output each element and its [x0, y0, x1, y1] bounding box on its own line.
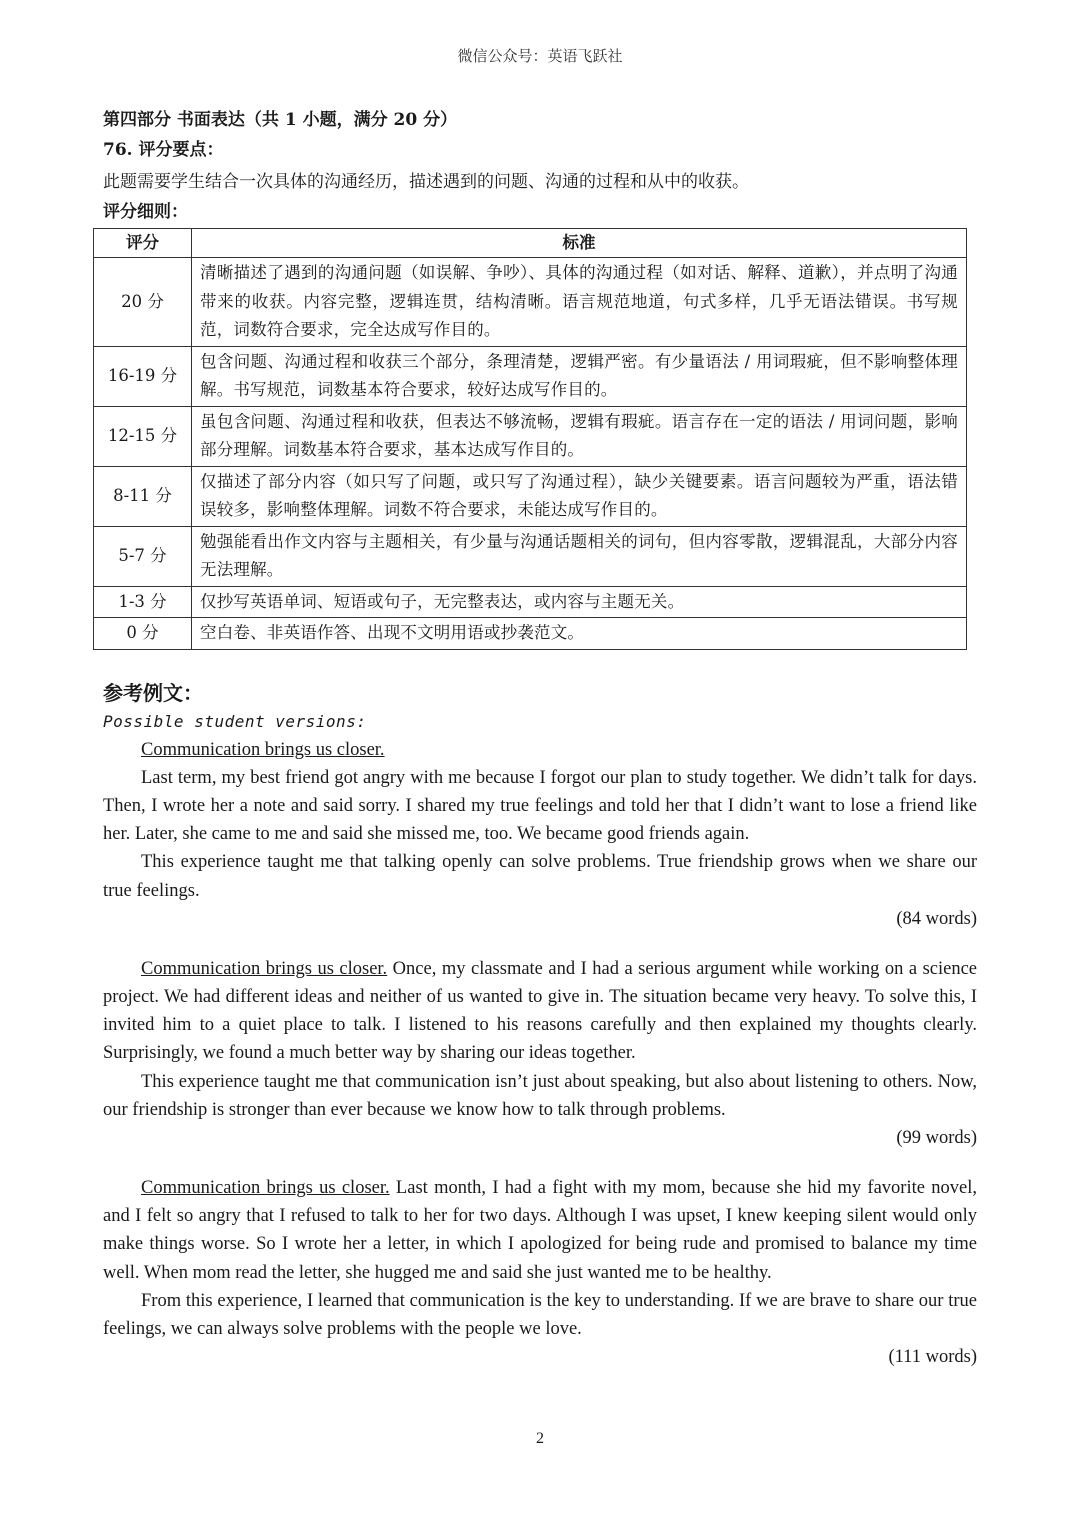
detail-label: 评分细则：: [103, 202, 188, 222]
essay-paragraph: Last term, my best friend got angry with me because I forgot our plan to study together. We didn’t talk for days. Then, I wrote her a note and said sorry. I shared my true feelings and told her that I didn’t want to lose a friend like her. Later, she came to me and said she missed me, too. We became good friends again.: [103, 767, 977, 845]
table-row: [94, 526, 967, 586]
word-count: (99 words): [896, 1127, 977, 1148]
rubric-score: 1-3 分: [94, 586, 192, 618]
rubric-criteria: 仅抄写英语单词、短语或句子，无完整表达，或内容与主题无关。: [192, 586, 967, 618]
sample-essay-2: [103, 955, 977, 1124]
samples-heading: 参考例文：: [103, 680, 203, 705]
page-header: 微信公众号：英语飞跃社: [457, 47, 623, 65]
table-row: [94, 618, 967, 650]
rubric-header-row: [94, 229, 967, 258]
page-number: 2: [536, 1430, 544, 1447]
rubric-score: 0 分: [94, 618, 192, 650]
rubric-score: 8-11 分: [94, 466, 192, 526]
essay-paragraph: Once, my classmate and I had a serious argument while working on a science project. We had different ideas and neither of us wanted to give in. The situation became very heavy. To solve this, I invited him to a quiet place to talk. I listened to his reasons carefully and then explained my thoughts clearly. Surprisingly, we found a much better way by sharing our ideas together.: [103, 958, 977, 1064]
rubric-criteria: 虽包含问题、沟通过程和收获，但表达不够流畅，逻辑有瑕疵。语言存在一定的语法 / 用词问题，影响部分理解。词数基本符合要求，基本达成写作目的。: [192, 406, 967, 466]
page-content: [103, 106, 977, 1371]
rubric-score: 16-19 分: [94, 346, 192, 406]
rubric-criteria: 仅描述了部分内容（如只写了问题，或只写了沟通过程），缺少关键要素。语言问题较为严重，语法错误较多，影响整体理解。词数不符合要求，未能达成写作目的。: [192, 466, 967, 526]
essay-paragraph: This experience taught me that communication isn’t just about speaking, but also about listening to others. Now, our friendship is stronger than ever because we know how to talk through problems.: [103, 1071, 977, 1120]
rubric-criteria: 空白卷、非英语作答、出现不文明用语或抄袭范文。: [192, 618, 967, 650]
essay-paragraph: From this experience, I learned that communication is the key to understanding. If we are brave to share our true feelings, we can always solve problems with the people we love.: [103, 1290, 977, 1339]
rubric-criteria: 勉强能看出作文内容与主题相关，有少量与沟通话题相关的词句，但内容零散，逻辑混乱，大部分内容无法理解。: [192, 526, 967, 586]
table-row: [94, 346, 967, 406]
sample-essay-1: [103, 736, 977, 905]
word-count: (111 words): [888, 1347, 977, 1368]
scoring-intro: 此题需要学生结合一次具体的沟通经历，描述遇到的问题、沟通的过程和从中的收获。: [103, 172, 749, 192]
section-title: 第四部分 书面表达（共 1 小题，满分 20 分）: [103, 110, 458, 130]
rubric-table: [93, 228, 967, 650]
samples-subheading: Possible student versions:: [103, 711, 367, 731]
essay-paragraph: This experience taught me that talking openly can solve problems. True friendship grows when we share our true feelings.: [103, 852, 977, 901]
table-row: [94, 406, 967, 466]
rubric-header-score: 评分: [94, 229, 192, 258]
essay-title: Communication brings us closer.: [141, 739, 385, 760]
essay-title: Communication brings us closer.: [141, 958, 388, 979]
rubric-criteria: 包含问题、沟通过程和收获三个部分，条理清楚，逻辑严密。有少量语法 / 用词瑕疵，但不影响整体理解。书写规范，词数基本符合要求，较好达成写作目的。: [192, 346, 967, 406]
table-row: [94, 258, 967, 347]
table-row: [94, 466, 967, 526]
rubric-score: 5-7 分: [94, 526, 192, 586]
word-count: (84 words): [896, 908, 977, 929]
rubric-criteria: 清晰描述了遇到的沟通问题（如误解、争吵）、具体的沟通过程（如对话、解释、道歉），并点明了沟通带来的收获。内容完整，逻辑连贯，结构清晰。语言规范地道，句式多样，几乎无语法错误。书写规范，词数符合要求，完全达成写作目的。: [192, 258, 967, 347]
rubric-score: 12-15 分: [94, 406, 192, 466]
table-row: [94, 586, 967, 618]
essay-title: Communication brings us closer.: [141, 1177, 390, 1198]
rubric-score: 20 分: [94, 258, 192, 347]
sample-essay-3: [103, 1174, 977, 1343]
question-label: 76. 评分要点：: [103, 140, 224, 160]
rubric-header-criteria: 标准: [192, 229, 967, 258]
essay-paragraph: Last month, I had a fight with my mom, because she hid my favorite novel, and I felt so angry that I refused to talk to her for two days. Although I was upset, I knew keeping silent would only make things worse. So I wrote her a letter, in which I apologized for being rude and promised to balance my time well. When mom read the letter, she hugged me and said she just wanted me to be healthy.: [103, 1177, 977, 1283]
